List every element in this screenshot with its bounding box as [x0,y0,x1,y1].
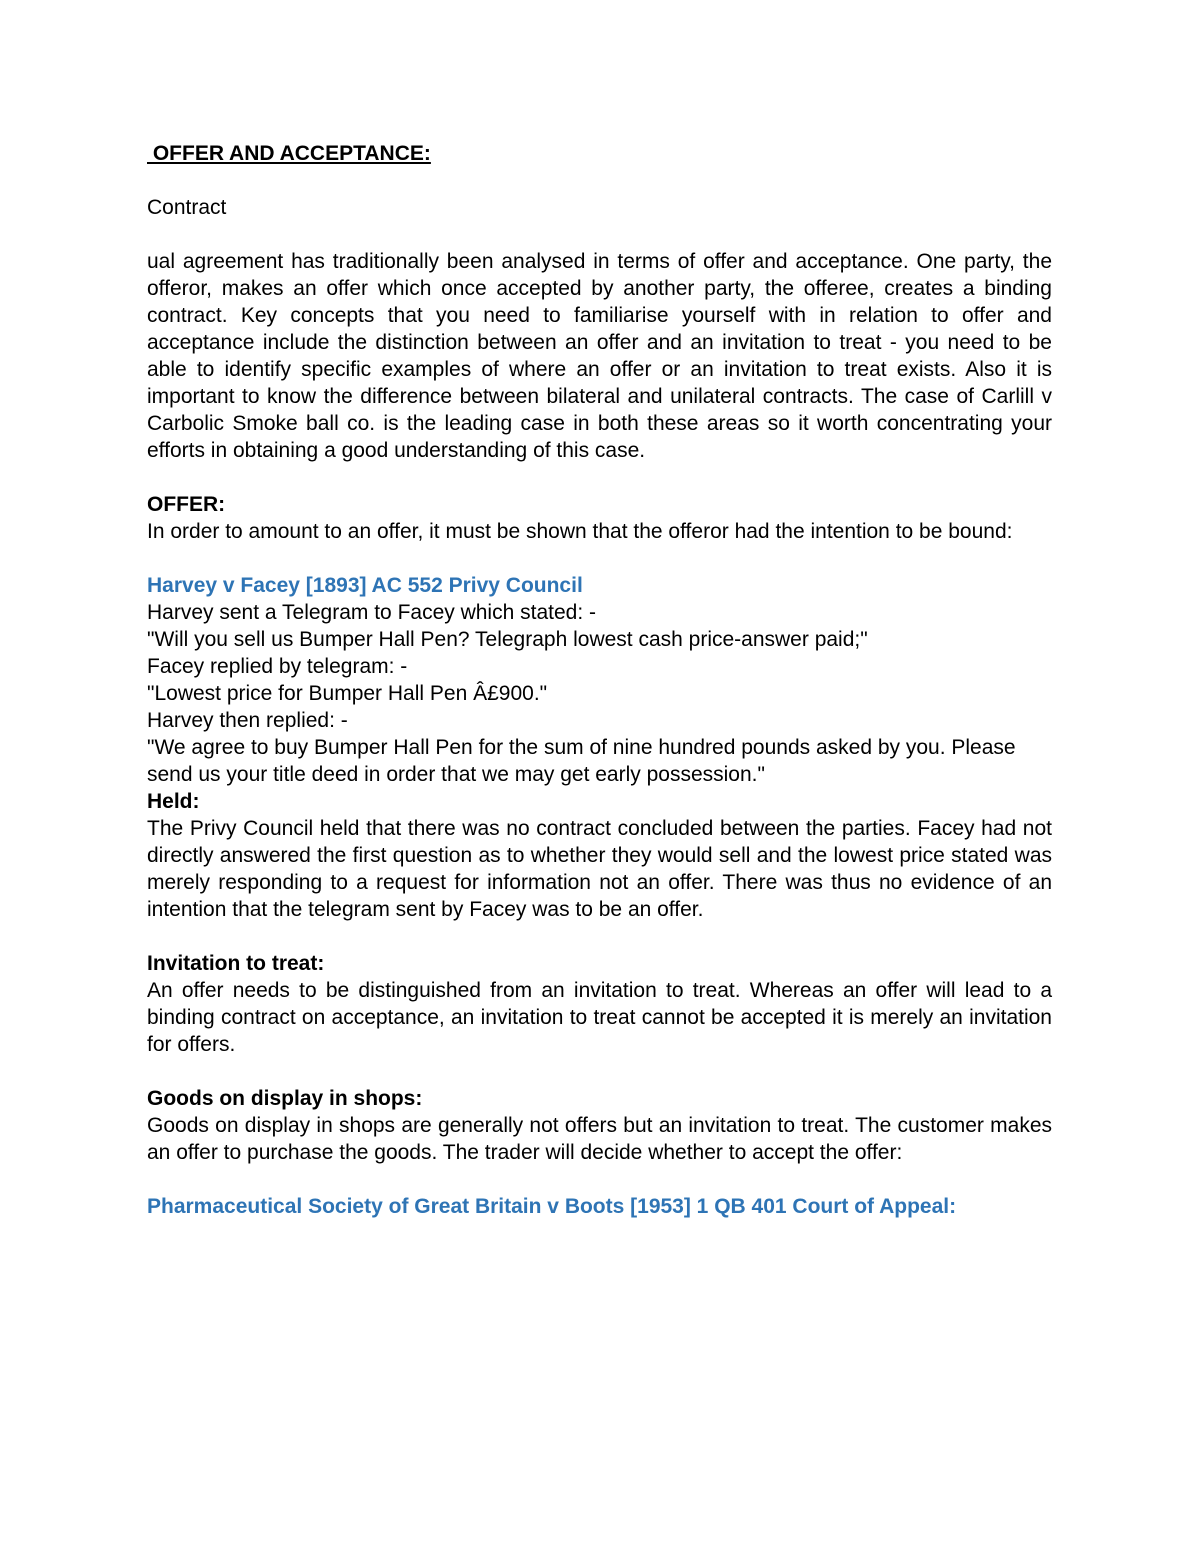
goods-text: Goods on display in shops are generally not offers but an invitation to treat. The customer makes an offer to purchase the goods. The trader will decide whether to accept the offer: [147,1114,1052,1164]
spacer [147,464,1052,491]
spacer [147,1058,1052,1085]
held-label: Held: [147,790,200,813]
case-title-harvey-v-facey: Harvey v Facey [1893] AC 552 Privy Council [147,574,583,597]
case-line: Harvey then replied: - [147,709,348,732]
invitation-heading: Invitation to treat: [147,952,325,975]
document-body [147,140,1052,1220]
spacer [147,1166,1052,1193]
intro-paragraph: ual agreement has traditionally been analysed in terms of offer and acceptance. One party, the offeror, makes an offer which once accepted by another party, the offeree, creates a binding contract. Key concepts that you need to familiarise yourself with in relation to offer and acceptance include the distinction between an offer and an invitation to treat - you need to be able to identify specific examples of where an offer or an invitation to treat exists. Also it is important to know the difference between bilateral and unilateral contracts. The case of Carlill v Carbolic Smoke ball co. is the leading case in both these areas so it worth concentrating your efforts in obtaining a good understanding of this case. [147,250,1052,462]
intro-heading: Contract [147,196,227,219]
goods-heading: Goods on display in shops: [147,1087,423,1110]
case-line: send us your title deed in order that we may get early possession." [147,763,765,786]
offer-text: In order to amount to an offer, it must be shown that the offeror had the intention to be bound: [147,520,1013,543]
invitation-text: An offer needs to be distinguished from an invitation to treat. Whereas an offer will lead to a binding contract on acceptance, an invitation to treat cannot be accepted it is merely an invitation for offers. [147,979,1052,1056]
spacer [147,167,1052,194]
case-title-pharmaceutical-society-v-boots: Pharmaceutical Society of Great Britain v Boots [1953] 1 QB 401 Court of Appeal: [147,1195,957,1218]
held-text: The Privy Council held that there was no contract concluded between the parties. Facey had not directly answered the first question as to whether they would sell and the lowest price stated was merely responding to a request for information not an offer. There was thus no evidence of an intention that the telegram sent by Facey was to be an offer. [147,817,1052,921]
case-line: "Lowest price for Bumper Hall Pen Â£900." [147,682,548,705]
spacer [147,923,1052,950]
case-line: Harvey sent a Telegram to Facey which stated: - [147,601,596,624]
case-line: "Will you sell us Bumper Hall Pen? Telegraph lowest cash price-answer paid;" [147,628,868,651]
spacer [147,221,1052,248]
case-line: "We agree to buy Bumper Hall Pen for the sum of nine hundred pounds asked by you. Please [147,736,1016,759]
case-line: Facey replied by telegram: - [147,655,408,678]
offer-heading: OFFER: [147,493,226,516]
spacer [147,545,1052,572]
document-title: OFFER AND ACCEPTANCE: [147,142,431,165]
